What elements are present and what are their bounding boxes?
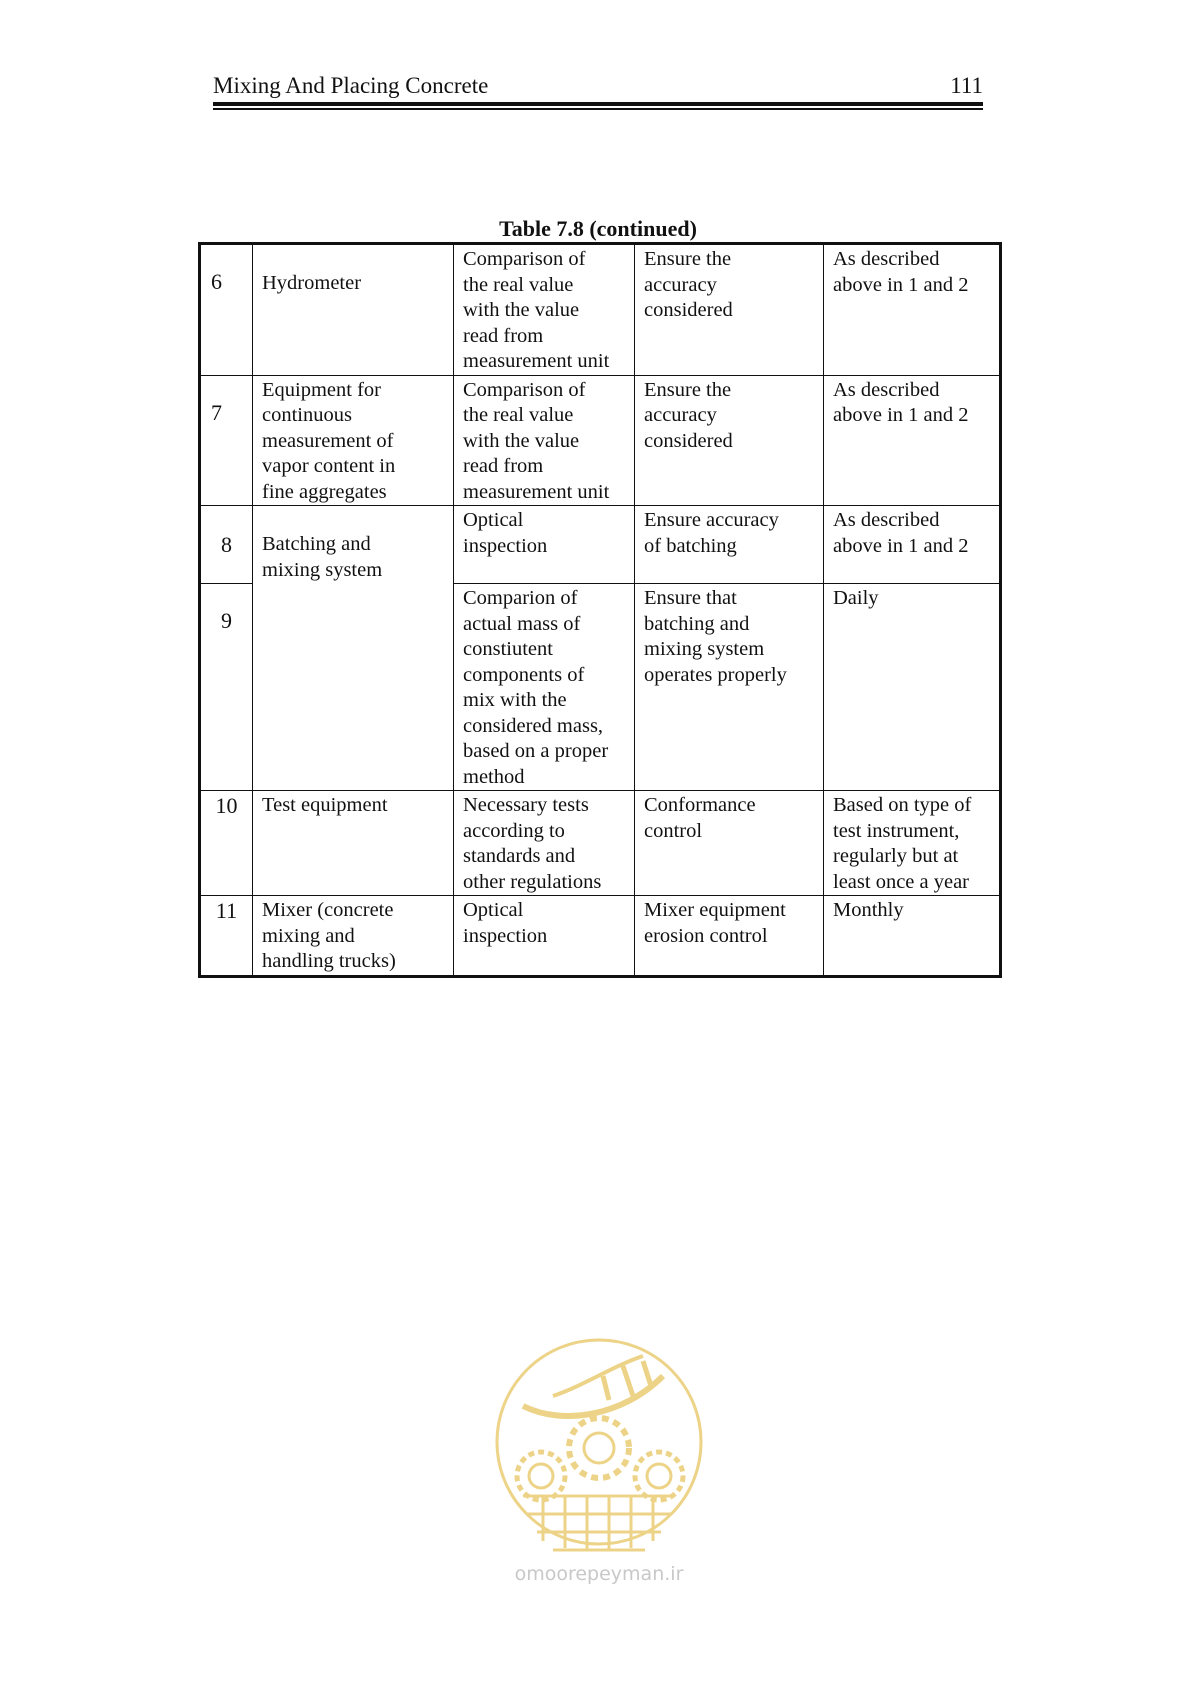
control-purpose: Ensure that batching and mixing system operates properly — [635, 584, 824, 791]
control-purpose: Ensure the accuracy considered — [635, 244, 824, 376]
control-frequency: Based on type of test instrument, regularly but at least once a year — [824, 791, 1001, 896]
control-frequency: Daily — [824, 584, 1001, 791]
control-frequency: As described above in 1 and 2 — [824, 375, 1001, 506]
control-frequency: As described above in 1 and 2 — [824, 506, 1001, 584]
table-row — [200, 506, 1001, 584]
control-purpose: Ensure the accuracy considered — [635, 375, 824, 506]
table-row — [200, 896, 1001, 977]
control-purpose: Mixer equipment erosion control — [635, 896, 824, 977]
equipment-item: Batching and mixing system — [253, 506, 454, 791]
watermark-logo — [493, 1336, 705, 1586]
header-rule-thin — [213, 108, 983, 110]
equipment-item: Mixer (concrete mixing and handling trucks) — [253, 896, 454, 977]
watermark-url: omoorepeyman.ir — [514, 1563, 684, 1585]
table-row — [200, 375, 1001, 506]
control-frequency: Monthly — [824, 896, 1001, 977]
control-method: Optical inspection — [454, 896, 635, 977]
book-title: Mixing And Placing Concrete — [213, 73, 489, 98]
control-purpose: Conformance control — [635, 791, 824, 896]
table-row — [200, 791, 1001, 896]
table-row — [200, 244, 1001, 376]
row-number: 11 — [200, 896, 253, 977]
control-method: Necessary tests according to standards and other regulations — [454, 791, 635, 896]
control-frequency: As described above in 1 and 2 — [824, 244, 1001, 376]
control-method: Comparison of the real value with the value read from measurement unit — [454, 244, 635, 376]
control-method: Comparion of actual mass of constiutent components of mix with the considered mass, based on a proper method — [454, 584, 635, 791]
control-purpose: Ensure accuracy of batching — [635, 506, 824, 584]
header-rule-thick — [213, 102, 983, 106]
equipment-item: Hydrometer — [253, 244, 454, 376]
row-number: 10 — [200, 791, 253, 896]
row-number: 6 — [200, 244, 253, 376]
row-number: 7 — [200, 375, 253, 506]
control-method: Optical inspection — [454, 506, 635, 584]
data-table — [198, 242, 1002, 978]
row-number: 8 — [200, 506, 253, 584]
equipment-item: Test equipment — [253, 791, 454, 896]
page-number: 111 — [950, 73, 983, 98]
equipment-item: Equipment for continuous measurement of vapor content in fine aggregates — [253, 375, 454, 506]
control-method: Comparison of the real value with the value read from measurement unit — [454, 375, 635, 506]
table-caption: Table 7.8 (continued) — [499, 216, 697, 241]
row-number: 9 — [200, 584, 253, 791]
